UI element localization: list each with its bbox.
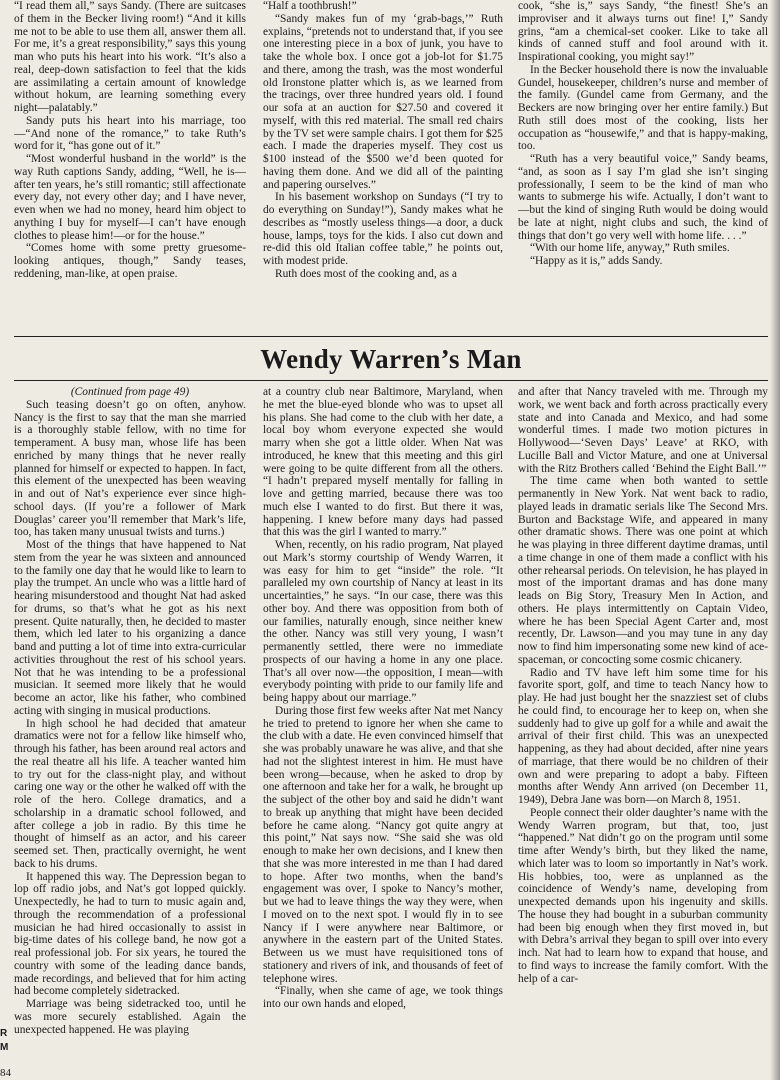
paragraph: Sandy puts his heart into his marriage, too—“And none of the romance,” to take Ruth’s word for it, “has gone out of it.” — [14, 114, 246, 153]
page-number: 84 — [0, 1067, 11, 1079]
top-article-column-2 — [263, 0, 503, 335]
paragraph: People connect their older daughter’s name with the Wendy Warren program, but that, too, just “happened.” Nat didn’t go on the program until some time after Wendy’s birth, but they liked the name, which later was to loom so importantly in Nat’s work. His hobbies, too, were as unplanned as the coincidence of Wendy’s name, developing from unexpected demands upon his ingenuity and skills. The house they had bought in a suburban community had been big enough when they first moved in, but with Debra’s arrival they began to spill over into every inch. Nat had to learn how to expand that house, and to find ways to increase the family comfort. With the help of a car- — [518, 806, 768, 985]
paragraph: Marriage was being sidetracked too, until he was more securely established. Again the unexpected happened. He was playing — [14, 998, 246, 1036]
paragraph: “Sandy makes fun of my ‘grab-bags,’” Ruth explains, “pretends not to understand that, if you see one interesting piece in a box of junk, you have to take the whole box. I once got a job-lot for $1.75 and there, among the trash, was the most wonderful old Ironstone platter which is, as we learned from the tracings, over three hundred years old. I found our sofa at an auction for $27.50 and covered it myself, with this red material. The small red chairs by the TV set were sample chairs. I got them for $25 each. I made the draperies myself. They cost us $100 instead of the $500 we’d been quoted for having them done. And we did all of the painting and papering ourselves.” — [263, 12, 503, 191]
margin-letter: M — [0, 1042, 9, 1053]
paragraph: In his basement workshop on Sundays (“I try to do everything on Sunday!”), Sandy makes what he describes as “mostly useless things—a door, a duck house, lamps, toys for the kids. I also cut down and re-did this old Italian coffee table,” he points out, with modest pride. — [263, 191, 503, 267]
paragraph: “I read them all,” says Sandy. (There are suitcases of them in the Becker living room!) “And it kills me not to be able to use them all, answer them all. For me, it’s a great responsibility,” says this young man who puts his heart into his work. “It’s also a real, deep-down satisfaction to feel that the kids are assimilating a certain amount of knowledge without hokum, are learning something every night—palatably.” — [14, 0, 246, 114]
section-divider-bottom — [14, 380, 768, 381]
article-column-1 — [14, 386, 246, 1078]
paragraph: “Ruth has a very beautiful voice,” Sandy beams, “and, as soon as I say I’m glad she isn’t singing professionally, I seem to be the kind of man who wants to submerge his wife. Actually, I don’t want to—but the kind of singing Ruth would be doing would be late at night, night clubs and such, the kind of things that don’t go very well with home life. . . .” — [518, 153, 768, 242]
paragraph: “Happy as it is,” adds Sandy. — [530, 255, 663, 267]
paragraph: “Half a toothbrush!” — [263, 0, 357, 12]
paragraph: When, recently, on his radio program, Nat played out Mark’s stormy courtship of Wendy Warren, it was easy for him to get “inside” the role. “It paralleled my own courtship of Nancy at least in its uncertainties,” he says. “In our case, there was this other boy. And there was opposition from both of our families, naturally enough, since neither knew the other. Nancy was still very young, I wasn’t permanently settled, there were no immediate prospects of our having a home in any one place. That’s all over now—the opposition, I mean—with everybody pointing with pride to our family life and being happy about our marriage.” — [263, 539, 503, 704]
article-column-3 — [518, 386, 768, 1078]
section-divider-top — [14, 336, 768, 337]
article-title: Wendy Warren’s Man — [260, 344, 522, 374]
paragraph: The time came when both wanted to settle permanently in New York. Nat went back to radio, played leads in dramatic serials like The Second Mrs. Burton and Backstage Wife, and appeared in many other dramatic shows. There was one point at which he was playing in three different daytime dramas, until a time change in one of them made a conflict with his other rehearsal periods. On television, he has played in most of the important dramas and has done many leads on Big Story, Treasury Men In Action, and others. He plays intermittently on Captain Video, where he has been Special Agent Carter and, most recently, Dr. Lawson—and you may tune in any day now to find him impersonating some new kind of ace-spaceman, or concocting some cosmic chicanery. — [518, 475, 768, 666]
top-article-column-3 — [518, 0, 768, 335]
paragraph: “Finally, when she came of age, we took things into our own hands and eloped, — [263, 985, 503, 1010]
paragraph: at a country club near Baltimore, Maryland, when he met the blue-eyed blonde who was to upset all his plans. She had come to the club with her date, a local boy whom everyone expected she would marry when she got a little older. When Nat was introduced, he knew that this meeting and this girl were going to be quite different from all the others. “I hadn’t prepared myself mentally for falling in love and getting married, because there was too much else I wanted to do first. But there it was, happening. I knew before many days had passed that this was the girl I wanted to marry.” — [263, 386, 503, 539]
paragraph: It happened this way. The Depression began to lop off radio jobs, and Nat’s got lopped quickly. Unexpectedly, he had to turn to music again and, through the recommendation of a professional musician he had hired occasionally to assist in big-time dates of his college band, he now got a real professional job. For six years, he toured the country with some of the leading dance bands, made recordings, and believed that for him acting had become completely sidetracked. — [14, 870, 246, 998]
paragraph: Most of the things that have happened to Nat stem from the year he was sixteen and announced to the family one day that he would like to learn to play the trumpet. An uncle who was a little hard of hearing misunderstood and thought Nat had asked for drums, so that’s what he got as his next present. Quite naturally, then, he decided to master them, which led later to his organizing a dance band and putting a lot of time into extra-curricular activities throughout the rest of his school years. Not that he was intending to be a professional musician. It seemed more likely that he would become an actor, like his father, who combined acting with singing in musical productions. — [14, 539, 246, 717]
paragraph: In high school he had decided that amateur dramatics were not for a fellow like himself who, through his father, has been around real actors and the real theatre all his life. A teacher wanted him to try out for the class-night play, and without caring one way or the other he walked off with the role of the hero. College dramatics, and a scholarship in a dramatic school followed, and after college a job in radio. By this time he thought of himself as an actor, and his career seemed set. Then, practically overnight, he went back to his drums. — [14, 717, 246, 870]
paragraph: cook, “she is,” says Sandy, “the finest! She’s an improviser and it always turns out fine! I,” Sandy grins, “am a chemical-set cooker. Like to take all kinds of canned stuff and fool around with it. Inspirational cooking, you might say!” — [518, 0, 768, 63]
paragraph: Radio and TV have left him some time for his favorite sport, golf, and time to teach Nancy how to play. He had just bought her the snazziest set of clubs he could find, to encourage her to keep on, when she suddenly had to give up golf for a while and await the arrival of their first child. This was an unexpected happening, as they had about decided, after nine years of marriage, that there would be no children of their own and were preparing to adopt a baby. Fifteen months after Wendy Ann arrived (on December 11, 1949), Debra Jane was born—on March 8, 1951. — [518, 666, 768, 806]
paragraph: Such teasing doesn’t go on often, anyhow. Nancy is the first to say that the man she married is a thoroughly stable fellow, with no time for temperament. A busy man, whose life has been enriched by many things that he never really planned for himself or expected to happen. In fact, this element of the unexpected has been weaving in and out of Nat’s experience ever since high-school days. (If you’re a follower of Mark Douglas’ career you’ll remember that Mark’s life, too, has taken many unusual twists and turns.) — [14, 398, 246, 539]
page-binding-shadow — [770, 0, 780, 1080]
paragraph: “Most wonderful husband in the world” is the way Ruth captions Sandy, adding, “Well, he is—after ten years, he’s still romantic; still affectionate every day, not every other day; and I have never, even when we had no money, heard him object to anything I buy for myself—I can’t have enough clothes to please him!—or for the house.” — [14, 153, 246, 242]
paragraph: In the Becker household there is now the invaluable Gundel, housekeeper, children’s nurse and member of the family. (Gundel came from Germany, and the Beckers are now bringing over her entire family.) But Ruth still does most of the cooking, lists her occupation as “housewife,” and that is happy-making, too. — [518, 63, 768, 153]
paragraph: “With our home life, anyway,” Ruth smiles. — [530, 242, 730, 255]
paragraph: Ruth does most of the cooking and, as a — [275, 267, 457, 280]
margin-letter: R — [0, 1028, 8, 1039]
paragraph: During those first few weeks after Nat met Nancy he tried to pretend to ignore her when she came to the club with a date. He even convinced himself that she was probably unaware he was alive, and that she had not the slightest interest in him. He must have been wrong—because, when he asked to drop by one afternoon and take her for a walk, he brought up the subject of the other boy and said he didn’t want to break up anything that might have been decided before he came along. “Nancy got quite angry at this point,” Nat says now. “She said she was old enough to make her own decisions, and I knew then that she was more interested in me than I had dared to hope. After two months, when the band’s engagement was over, I spoke to Nancy’s mother, but we had to leave things the way they were, when I moved on to the next spot. I would fly in to see Nancy if I were anywhere near Baltimore, or anywhere in the eastern part of the United States. Between us we must have requisitioned tons of stationery and rivers of ink, and thousands of feet of telephone wires. — [263, 704, 503, 985]
margin-marks — [0, 1027, 8, 1055]
top-article-column-1 — [14, 0, 246, 335]
paragraph: and after that Nancy traveled with me. Through my work, we went back and forth across practically every state and into Canada and Mexico, and had some wonderful times. I made two motion pictures in Hollywood—‘Seven Days’ Leave’ at RKO, with Lucille Ball and Victor Mature, and one at Universal with the Ritz Brothers called ‘Behind the Eight Ball.’” — [518, 386, 768, 475]
paragraph: “Comes home with some pretty gruesome-looking antiques, though,” Sandy teases, reddening, man-like, at open praise. — [14, 242, 246, 280]
continued-note: (Continued from page 49) — [70, 386, 190, 398]
article-column-2 — [263, 386, 503, 1078]
